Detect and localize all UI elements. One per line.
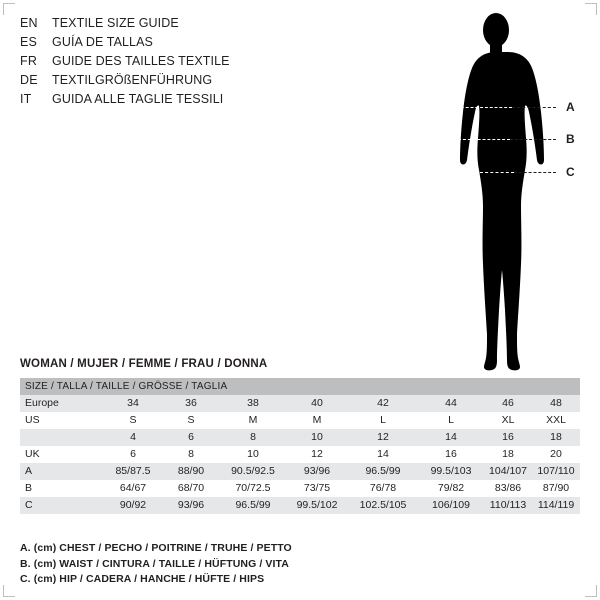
cell-c-5: 102.5/105 bbox=[348, 497, 418, 514]
table-row bbox=[20, 412, 580, 429]
table-row bbox=[20, 446, 580, 463]
cell-us-5: L bbox=[348, 412, 418, 429]
row-label-europe: Europe bbox=[20, 395, 104, 412]
language-row-en bbox=[20, 16, 400, 35]
legend-row-c: C. (cm) HIP / CADERA / HANCHE / HÜFTE / HIPS bbox=[20, 573, 265, 585]
cell-c-6: 106/109 bbox=[418, 497, 484, 514]
size-table-wrapper bbox=[20, 378, 580, 514]
cell-uk-8: 20 bbox=[532, 446, 580, 463]
corner-mark-top-left bbox=[3, 3, 15, 15]
row-label-us: US bbox=[20, 412, 104, 429]
cell-b-1: 64/67 bbox=[104, 480, 162, 497]
cell-a-5: 96.5/99 bbox=[348, 463, 418, 480]
cell-uk-3: 10 bbox=[220, 446, 286, 463]
row-label-b: B bbox=[20, 480, 104, 497]
cell-a-3: 90.5/92.5 bbox=[220, 463, 286, 480]
language-text-es: GUÍA DE TALLAS bbox=[52, 35, 153, 49]
cell-usnum-7: 16 bbox=[484, 429, 532, 446]
cell-europe-5: 42 bbox=[348, 395, 418, 412]
cell-usnum-1: 4 bbox=[104, 429, 162, 446]
female-silhouette-icon bbox=[436, 8, 556, 376]
measurement-legend bbox=[20, 541, 520, 588]
cell-a-1: 85/87.5 bbox=[104, 463, 162, 480]
row-label-uk: UK bbox=[20, 446, 104, 463]
corner-mark-bottom-right bbox=[585, 585, 597, 597]
cell-b-6: 79/82 bbox=[418, 480, 484, 497]
cell-a-6: 99.5/103 bbox=[418, 463, 484, 480]
row-label-c: C bbox=[20, 497, 104, 514]
cell-us-7: XL bbox=[484, 412, 532, 429]
waist-measure-line-outer bbox=[510, 139, 556, 140]
language-code-es: ES bbox=[20, 35, 38, 49]
language-code-en: EN bbox=[20, 16, 38, 30]
cell-a-7: 104/107 bbox=[484, 463, 532, 480]
cell-b-7: 83/86 bbox=[484, 480, 532, 497]
language-text-de: TEXTILGRÖßENFÜHRUNG bbox=[52, 73, 213, 87]
legend-row-a: A. (cm) CHEST / PECHO / POITRINE / TRUHE / PETTO bbox=[20, 542, 292, 554]
cell-b-4: 73/75 bbox=[286, 480, 348, 497]
cell-us-1: S bbox=[104, 412, 162, 429]
cell-a-4: 93/96 bbox=[286, 463, 348, 480]
waist-measure-line-inner bbox=[458, 139, 510, 140]
language-row-it bbox=[20, 92, 400, 111]
cell-us-2: S bbox=[162, 412, 220, 429]
language-text-en: TEXTILE SIZE GUIDE bbox=[52, 16, 179, 30]
cell-usnum-4: 10 bbox=[286, 429, 348, 446]
row-label-us-numeric bbox=[20, 429, 104, 446]
cell-c-3: 96.5/99 bbox=[220, 497, 286, 514]
cell-uk-1: 6 bbox=[104, 446, 162, 463]
cell-c-7: 110/113 bbox=[484, 497, 532, 514]
language-code-it: IT bbox=[20, 92, 32, 106]
cell-europe-6: 44 bbox=[418, 395, 484, 412]
cell-us-6: L bbox=[418, 412, 484, 429]
cell-a-2: 88/90 bbox=[162, 463, 220, 480]
cell-uk-4: 12 bbox=[286, 446, 348, 463]
language-title-list bbox=[20, 16, 400, 111]
table-row bbox=[20, 429, 580, 446]
table-row bbox=[20, 497, 580, 514]
cell-c-2: 93/96 bbox=[162, 497, 220, 514]
cell-us-3: M bbox=[220, 412, 286, 429]
cell-usnum-3: 8 bbox=[220, 429, 286, 446]
table-row bbox=[20, 463, 580, 480]
cell-b-2: 68/70 bbox=[162, 480, 220, 497]
table-header-row bbox=[20, 378, 580, 395]
cell-us-4: M bbox=[286, 412, 348, 429]
table-row bbox=[20, 480, 580, 497]
chest-measure-line-inner bbox=[456, 107, 512, 108]
cell-usnum-6: 14 bbox=[418, 429, 484, 446]
language-row-de bbox=[20, 73, 400, 92]
hip-measure-line-inner bbox=[454, 172, 514, 173]
language-code-fr: FR bbox=[20, 54, 38, 68]
hip-measure-line-outer bbox=[514, 172, 556, 173]
cell-b-3: 70/72.5 bbox=[220, 480, 286, 497]
cell-uk-6: 16 bbox=[418, 446, 484, 463]
cell-us-8: XXL bbox=[532, 412, 580, 429]
language-row-fr bbox=[20, 54, 400, 73]
cell-uk-7: 18 bbox=[484, 446, 532, 463]
measure-label-c: C bbox=[566, 165, 575, 179]
legend-row-b: B. (cm) WAIST / CINTURA / TAILLE / HÜFTUNG / VITA bbox=[20, 557, 289, 570]
corner-mark-bottom-left bbox=[3, 585, 15, 597]
size-table bbox=[20, 378, 580, 514]
chest-measure-line-outer bbox=[512, 107, 556, 108]
cell-c-8: 114/119 bbox=[532, 497, 580, 514]
language-text-it: GUIDA ALLE TAGLIE TESSILI bbox=[52, 92, 224, 106]
cell-c-4: 99.5/102 bbox=[286, 497, 348, 514]
measure-label-b: B bbox=[566, 132, 575, 146]
cell-europe-8: 48 bbox=[532, 395, 580, 412]
cell-usnum-2: 6 bbox=[162, 429, 220, 446]
measure-label-a: A bbox=[566, 100, 575, 114]
cell-uk-5: 14 bbox=[348, 446, 418, 463]
cell-usnum-5: 12 bbox=[348, 429, 418, 446]
cell-b-5: 76/78 bbox=[348, 480, 418, 497]
cell-europe-3: 38 bbox=[220, 395, 286, 412]
cell-europe-2: 36 bbox=[162, 395, 220, 412]
cell-c-1: 90/92 bbox=[104, 497, 162, 514]
language-row-es bbox=[20, 35, 400, 54]
cell-europe-4: 40 bbox=[286, 395, 348, 412]
cell-usnum-8: 18 bbox=[532, 429, 580, 446]
language-code-de: DE bbox=[20, 73, 38, 87]
cell-uk-2: 8 bbox=[162, 446, 220, 463]
female-body-figure bbox=[400, 8, 600, 376]
table-row bbox=[20, 395, 580, 412]
section-title-woman: WOMAN / MUJER / FEMME / FRAU / DONNA bbox=[20, 358, 268, 370]
cell-europe-7: 46 bbox=[484, 395, 532, 412]
cell-europe-1: 34 bbox=[104, 395, 162, 412]
language-text-fr: GUIDE DES TAILLES TEXTILE bbox=[52, 54, 230, 68]
cell-a-8: 107/110 bbox=[532, 463, 580, 480]
table-header-label: SIZE / TALLA / TAILLE / GRÖSSE / TAGLIA bbox=[20, 378, 580, 395]
row-label-a: A bbox=[20, 463, 104, 480]
cell-b-8: 87/90 bbox=[532, 480, 580, 497]
